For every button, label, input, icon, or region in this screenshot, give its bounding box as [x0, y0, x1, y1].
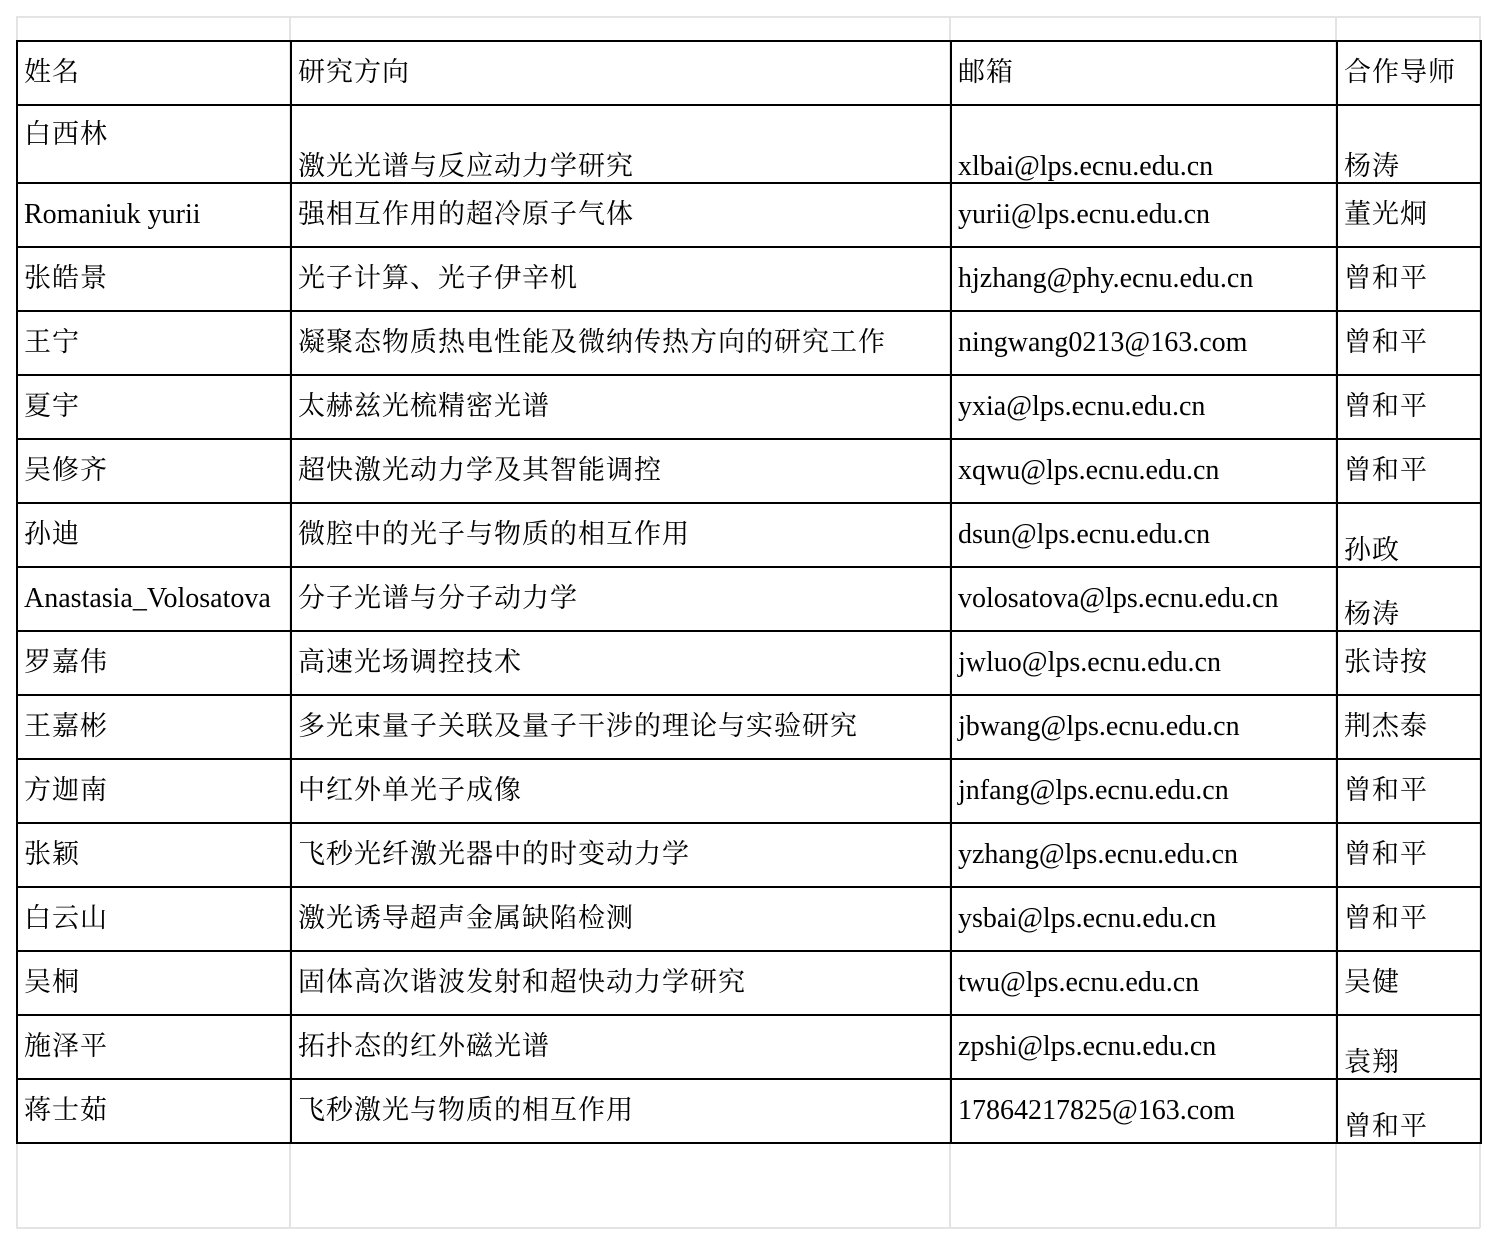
cell-email[interactable]: dsun@lps.ecnu.edu.cn	[951, 503, 1337, 567]
cell-name[interactable]: 施泽平	[17, 1015, 291, 1079]
cell-research[interactable]: 凝聚态物质热电性能及微纳传热方向的研究工作	[291, 311, 951, 375]
cell-email[interactable]: jwluo@lps.ecnu.edu.cn	[951, 631, 1337, 695]
table-row	[17, 887, 1481, 951]
cell-research[interactable]: 飞秒光纤激光器中的时变动力学	[291, 823, 951, 887]
table-row	[17, 439, 1481, 503]
cell-name[interactable]: 蒋士茹	[17, 1079, 291, 1143]
cell-advisor[interactable]: 曾和平	[1337, 887, 1481, 951]
table-row	[17, 375, 1481, 439]
cell-name[interactable]: 白云山	[17, 887, 291, 951]
table-row	[17, 823, 1481, 887]
cell-advisor[interactable]: 曾和平	[1337, 823, 1481, 887]
table-row	[17, 759, 1481, 823]
cell-name[interactable]: 吴修齐	[17, 439, 291, 503]
cell-research[interactable]: 飞秒激光与物质的相互作用	[291, 1079, 951, 1143]
cell-email[interactable]: hjzhang@phy.ecnu.edu.cn	[951, 247, 1337, 311]
cell-email[interactable]: 17864217825@163.com	[951, 1079, 1337, 1143]
cell-name[interactable]: 孙迪	[17, 503, 291, 567]
header-email[interactable]: 邮箱	[951, 41, 1337, 105]
cell-email[interactable]: twu@lps.ecnu.edu.cn	[951, 951, 1337, 1015]
cell-research[interactable]: 激光光谱与反应动力学研究	[291, 105, 951, 183]
table-row	[17, 631, 1481, 695]
grid-line-top	[16, 16, 1480, 18]
table-row	[17, 951, 1481, 1015]
table-row	[17, 247, 1481, 311]
cell-name[interactable]: 白西林	[17, 105, 291, 183]
header-name[interactable]: 姓名	[17, 41, 291, 105]
cell-email[interactable]: jbwang@lps.ecnu.edu.cn	[951, 695, 1337, 759]
cell-research[interactable]: 微腔中的光子与物质的相互作用	[291, 503, 951, 567]
cell-email[interactable]: zpshi@lps.ecnu.edu.cn	[951, 1015, 1337, 1079]
cell-name[interactable]: 方迦南	[17, 759, 291, 823]
cell-research[interactable]: 太赫兹光梳精密光谱	[291, 375, 951, 439]
grid-line-bottom	[16, 1227, 1480, 1229]
cell-name[interactable]: 王宁	[17, 311, 291, 375]
cell-advisor[interactable]: 吴健	[1337, 951, 1481, 1015]
cell-name[interactable]: 张皓景	[17, 247, 291, 311]
cell-research[interactable]: 超快激光动力学及其智能调控	[291, 439, 951, 503]
cell-email[interactable]: xqwu@lps.ecnu.edu.cn	[951, 439, 1337, 503]
cell-research[interactable]: 固体高次谐波发射和超快动力学研究	[291, 951, 951, 1015]
table-row	[17, 105, 1481, 183]
cell-advisor[interactable]: 曾和平	[1337, 311, 1481, 375]
cell-advisor[interactable]: 张诗按	[1337, 631, 1481, 695]
table-row	[17, 503, 1481, 567]
cell-advisor[interactable]: 曾和平	[1337, 759, 1481, 823]
cell-name[interactable]: 罗嘉伟	[17, 631, 291, 695]
header-research[interactable]: 研究方向	[291, 41, 951, 105]
cell-name[interactable]: 夏宇	[17, 375, 291, 439]
cell-research[interactable]: 光子计算、光子伊辛机	[291, 247, 951, 311]
cell-advisor[interactable]: 曾和平	[1337, 1079, 1481, 1143]
cell-research[interactable]: 激光诱导超声金属缺陷检测	[291, 887, 951, 951]
cell-advisor[interactable]: 董光炯	[1337, 183, 1481, 247]
header-advisor[interactable]: 合作导师	[1337, 41, 1481, 105]
cell-research[interactable]: 拓扑态的红外磁光谱	[291, 1015, 951, 1079]
cell-research[interactable]: 多光束量子关联及量子干涉的理论与实验研究	[291, 695, 951, 759]
table-row	[17, 695, 1481, 759]
cell-advisor[interactable]: 袁翔	[1337, 1015, 1481, 1079]
table-row	[17, 311, 1481, 375]
cell-advisor[interactable]: 曾和平	[1337, 247, 1481, 311]
cell-advisor[interactable]: 杨涛	[1337, 105, 1481, 183]
cell-research[interactable]: 分子光谱与分子动力学	[291, 567, 951, 631]
cell-advisor[interactable]: 曾和平	[1337, 439, 1481, 503]
cell-research[interactable]: 中红外单光子成像	[291, 759, 951, 823]
cell-name[interactable]: 张颖	[17, 823, 291, 887]
table-row	[17, 1015, 1481, 1079]
cell-research[interactable]: 强相互作用的超冷原子气体	[291, 183, 951, 247]
cell-email[interactable]: volosatova@lps.ecnu.edu.cn	[951, 567, 1337, 631]
cell-email[interactable]: xlbai@lps.ecnu.edu.cn	[951, 105, 1337, 183]
cell-email[interactable]: yxia@lps.ecnu.edu.cn	[951, 375, 1337, 439]
cell-advisor[interactable]: 荆杰泰	[1337, 695, 1481, 759]
cell-advisor[interactable]: 孙政	[1337, 503, 1481, 567]
cell-email[interactable]: yzhang@lps.ecnu.edu.cn	[951, 823, 1337, 887]
cell-email[interactable]: yurii@lps.ecnu.edu.cn	[951, 183, 1337, 247]
cell-name[interactable]: Anastasia_Volosatova	[17, 567, 291, 631]
cell-name[interactable]: 吴桐	[17, 951, 291, 1015]
cell-name[interactable]: 王嘉彬	[17, 695, 291, 759]
cell-research[interactable]: 高速光场调控技术	[291, 631, 951, 695]
postdoc-roster-table	[16, 40, 1482, 1144]
cell-advisor[interactable]: 杨涛	[1337, 567, 1481, 631]
cell-email[interactable]: jnfang@lps.ecnu.edu.cn	[951, 759, 1337, 823]
table-row	[17, 567, 1481, 631]
cell-email[interactable]: ysbai@lps.ecnu.edu.cn	[951, 887, 1337, 951]
table-row	[17, 183, 1481, 247]
cell-advisor[interactable]: 曾和平	[1337, 375, 1481, 439]
cell-name[interactable]: Romaniuk yurii	[17, 183, 291, 247]
table-header-row	[17, 41, 1481, 105]
table-row	[17, 1079, 1481, 1143]
cell-email[interactable]: ningwang0213@163.com	[951, 311, 1337, 375]
